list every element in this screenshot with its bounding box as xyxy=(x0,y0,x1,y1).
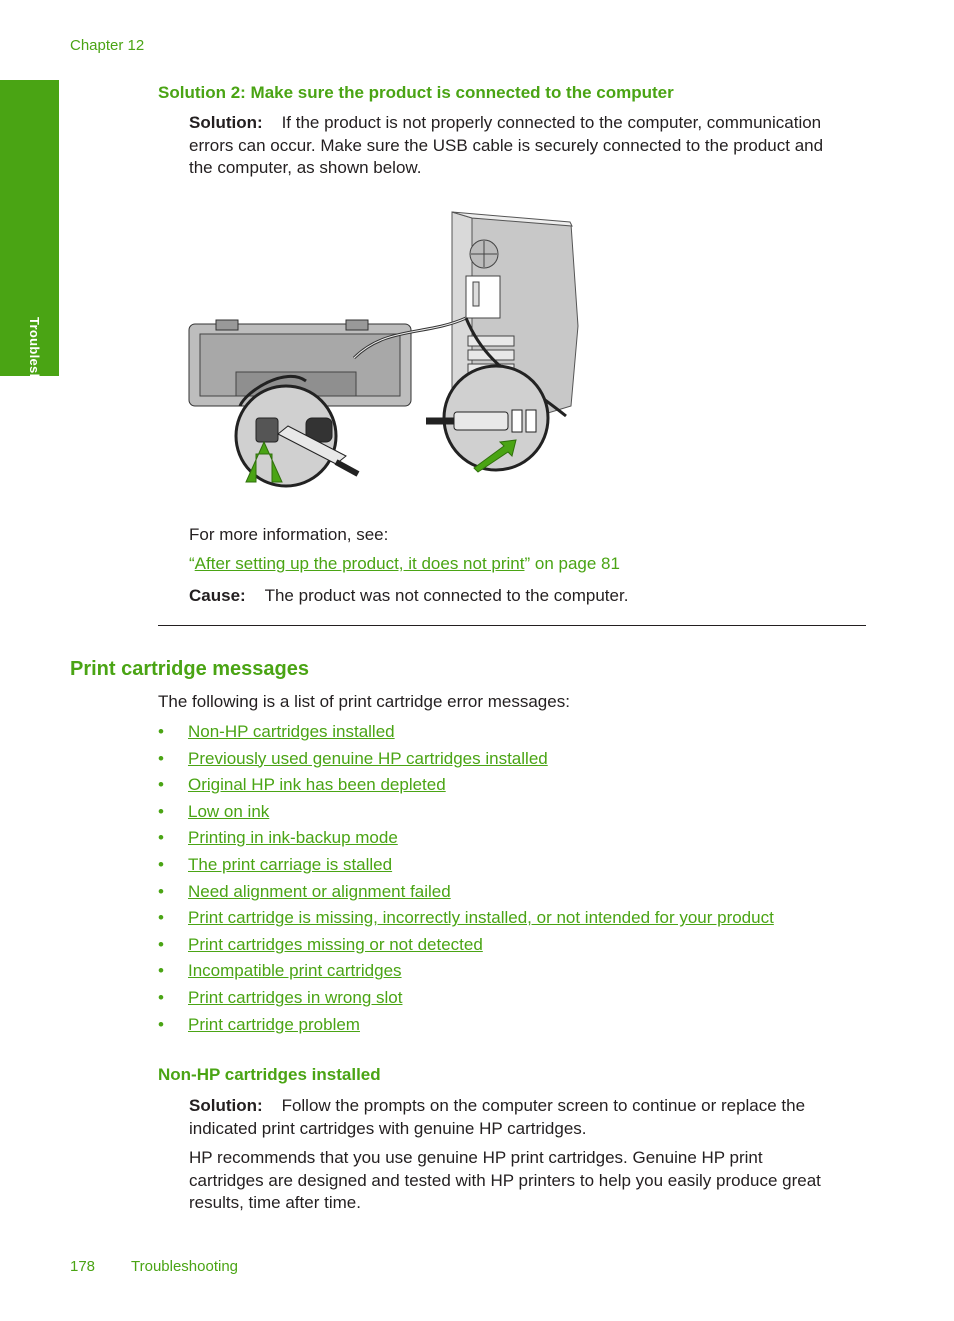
solution-2-heading: Solution 2: Make sure the product is connected to the computer xyxy=(158,83,674,102)
bullet: • xyxy=(158,775,164,795)
bullet: • xyxy=(158,748,164,768)
bullet: • xyxy=(158,987,164,1007)
bullet: • xyxy=(158,961,164,981)
bullet: • xyxy=(158,801,164,821)
solution-2-body xyxy=(189,112,879,180)
non-hp-heading: Non-HP cartridges installed xyxy=(158,1065,381,1084)
link-wrong-slot[interactable]: Print cartridges in wrong slot xyxy=(188,987,403,1007)
cause-text: The product was not connected to the computer. xyxy=(264,586,629,605)
link-open-quote: “ xyxy=(189,554,195,573)
solution-text-line: Follow the prompts on the computer screen to continue or replace the xyxy=(281,1096,806,1115)
after-setup-link[interactable]: After setting up the product, it does not print xyxy=(194,554,525,573)
bullet: • xyxy=(158,854,164,874)
usb-connection-illustration xyxy=(186,206,586,491)
bullet: • xyxy=(158,1014,164,1034)
link-cartridge-problem[interactable]: Print cartridge problem xyxy=(188,1014,360,1034)
solution-text-line: indicated print cartridges with genuine HP cartridges. xyxy=(189,1118,587,1138)
non-hp-solution xyxy=(189,1095,879,1140)
link-cartridges-not-detected[interactable]: Print cartridges missing or not detected xyxy=(188,934,483,954)
print-cartridge-intro: The following is a list of print cartridge error messages: xyxy=(158,692,570,711)
link-ink-backup-mode[interactable]: Printing in ink-backup mode xyxy=(188,828,398,848)
solution-label: Solution: xyxy=(189,113,263,132)
print-cartridge-heading: Print cartridge messages xyxy=(70,658,309,680)
section-divider xyxy=(158,625,866,626)
link-previously-used[interactable]: Previously used genuine HP cartridges installed xyxy=(188,748,548,768)
link-page-ref: ” on page 81 xyxy=(524,554,620,573)
link-non-hp-cartridges[interactable]: Non-HP cartridges installed xyxy=(188,722,395,741)
bullet: • xyxy=(158,908,164,928)
bullet: • xyxy=(158,722,164,741)
bullet: • xyxy=(158,828,164,848)
chapter-label: Chapter 12 xyxy=(70,37,145,54)
recommend-line: results, time after time. xyxy=(189,1193,361,1212)
cause-line xyxy=(189,585,628,608)
recommend-line: cartridges are designed and tested with HP printers to help you easily produce great xyxy=(189,1170,821,1190)
recommend-line: HP recommends that you use genuine HP print cartridges. Genuine HP print xyxy=(189,1148,763,1167)
non-hp-recommendation xyxy=(189,1147,879,1215)
solution-text-line: errors can occur. Make sure the USB cable is securely connected to the product and xyxy=(189,135,824,155)
link-carriage-stalled[interactable]: The print carriage is stalled xyxy=(188,854,393,874)
more-info-text: For more information, see: xyxy=(189,525,389,544)
link-low-on-ink[interactable]: Low on ink xyxy=(188,801,270,821)
footer-section: Troubleshooting xyxy=(131,1258,239,1275)
page-number: 178 xyxy=(70,1258,96,1275)
link-ink-depleted[interactable]: Original HP ink has been depleted xyxy=(188,775,446,795)
solution-label: Solution: xyxy=(189,1096,263,1115)
cross-reference xyxy=(189,553,620,576)
bullet: • xyxy=(158,881,164,901)
side-tab xyxy=(0,80,59,424)
link-incompatible-cartridges[interactable]: Incompatible print cartridges xyxy=(188,961,402,981)
solution-text-line: If the product is not properly connected to the computer, communication xyxy=(281,113,822,132)
link-cartridge-missing-incorrect[interactable]: Print cartridge is missing, incorrectly installed, or not intended for your product xyxy=(188,908,774,928)
solution-text-line: the computer, as shown below. xyxy=(189,158,422,177)
side-tab-label: Troubleshooting xyxy=(27,317,42,424)
cause-label: Cause: xyxy=(189,586,246,605)
link-alignment[interactable]: Need alignment or alignment failed xyxy=(188,881,451,901)
bullet: • xyxy=(158,934,164,954)
